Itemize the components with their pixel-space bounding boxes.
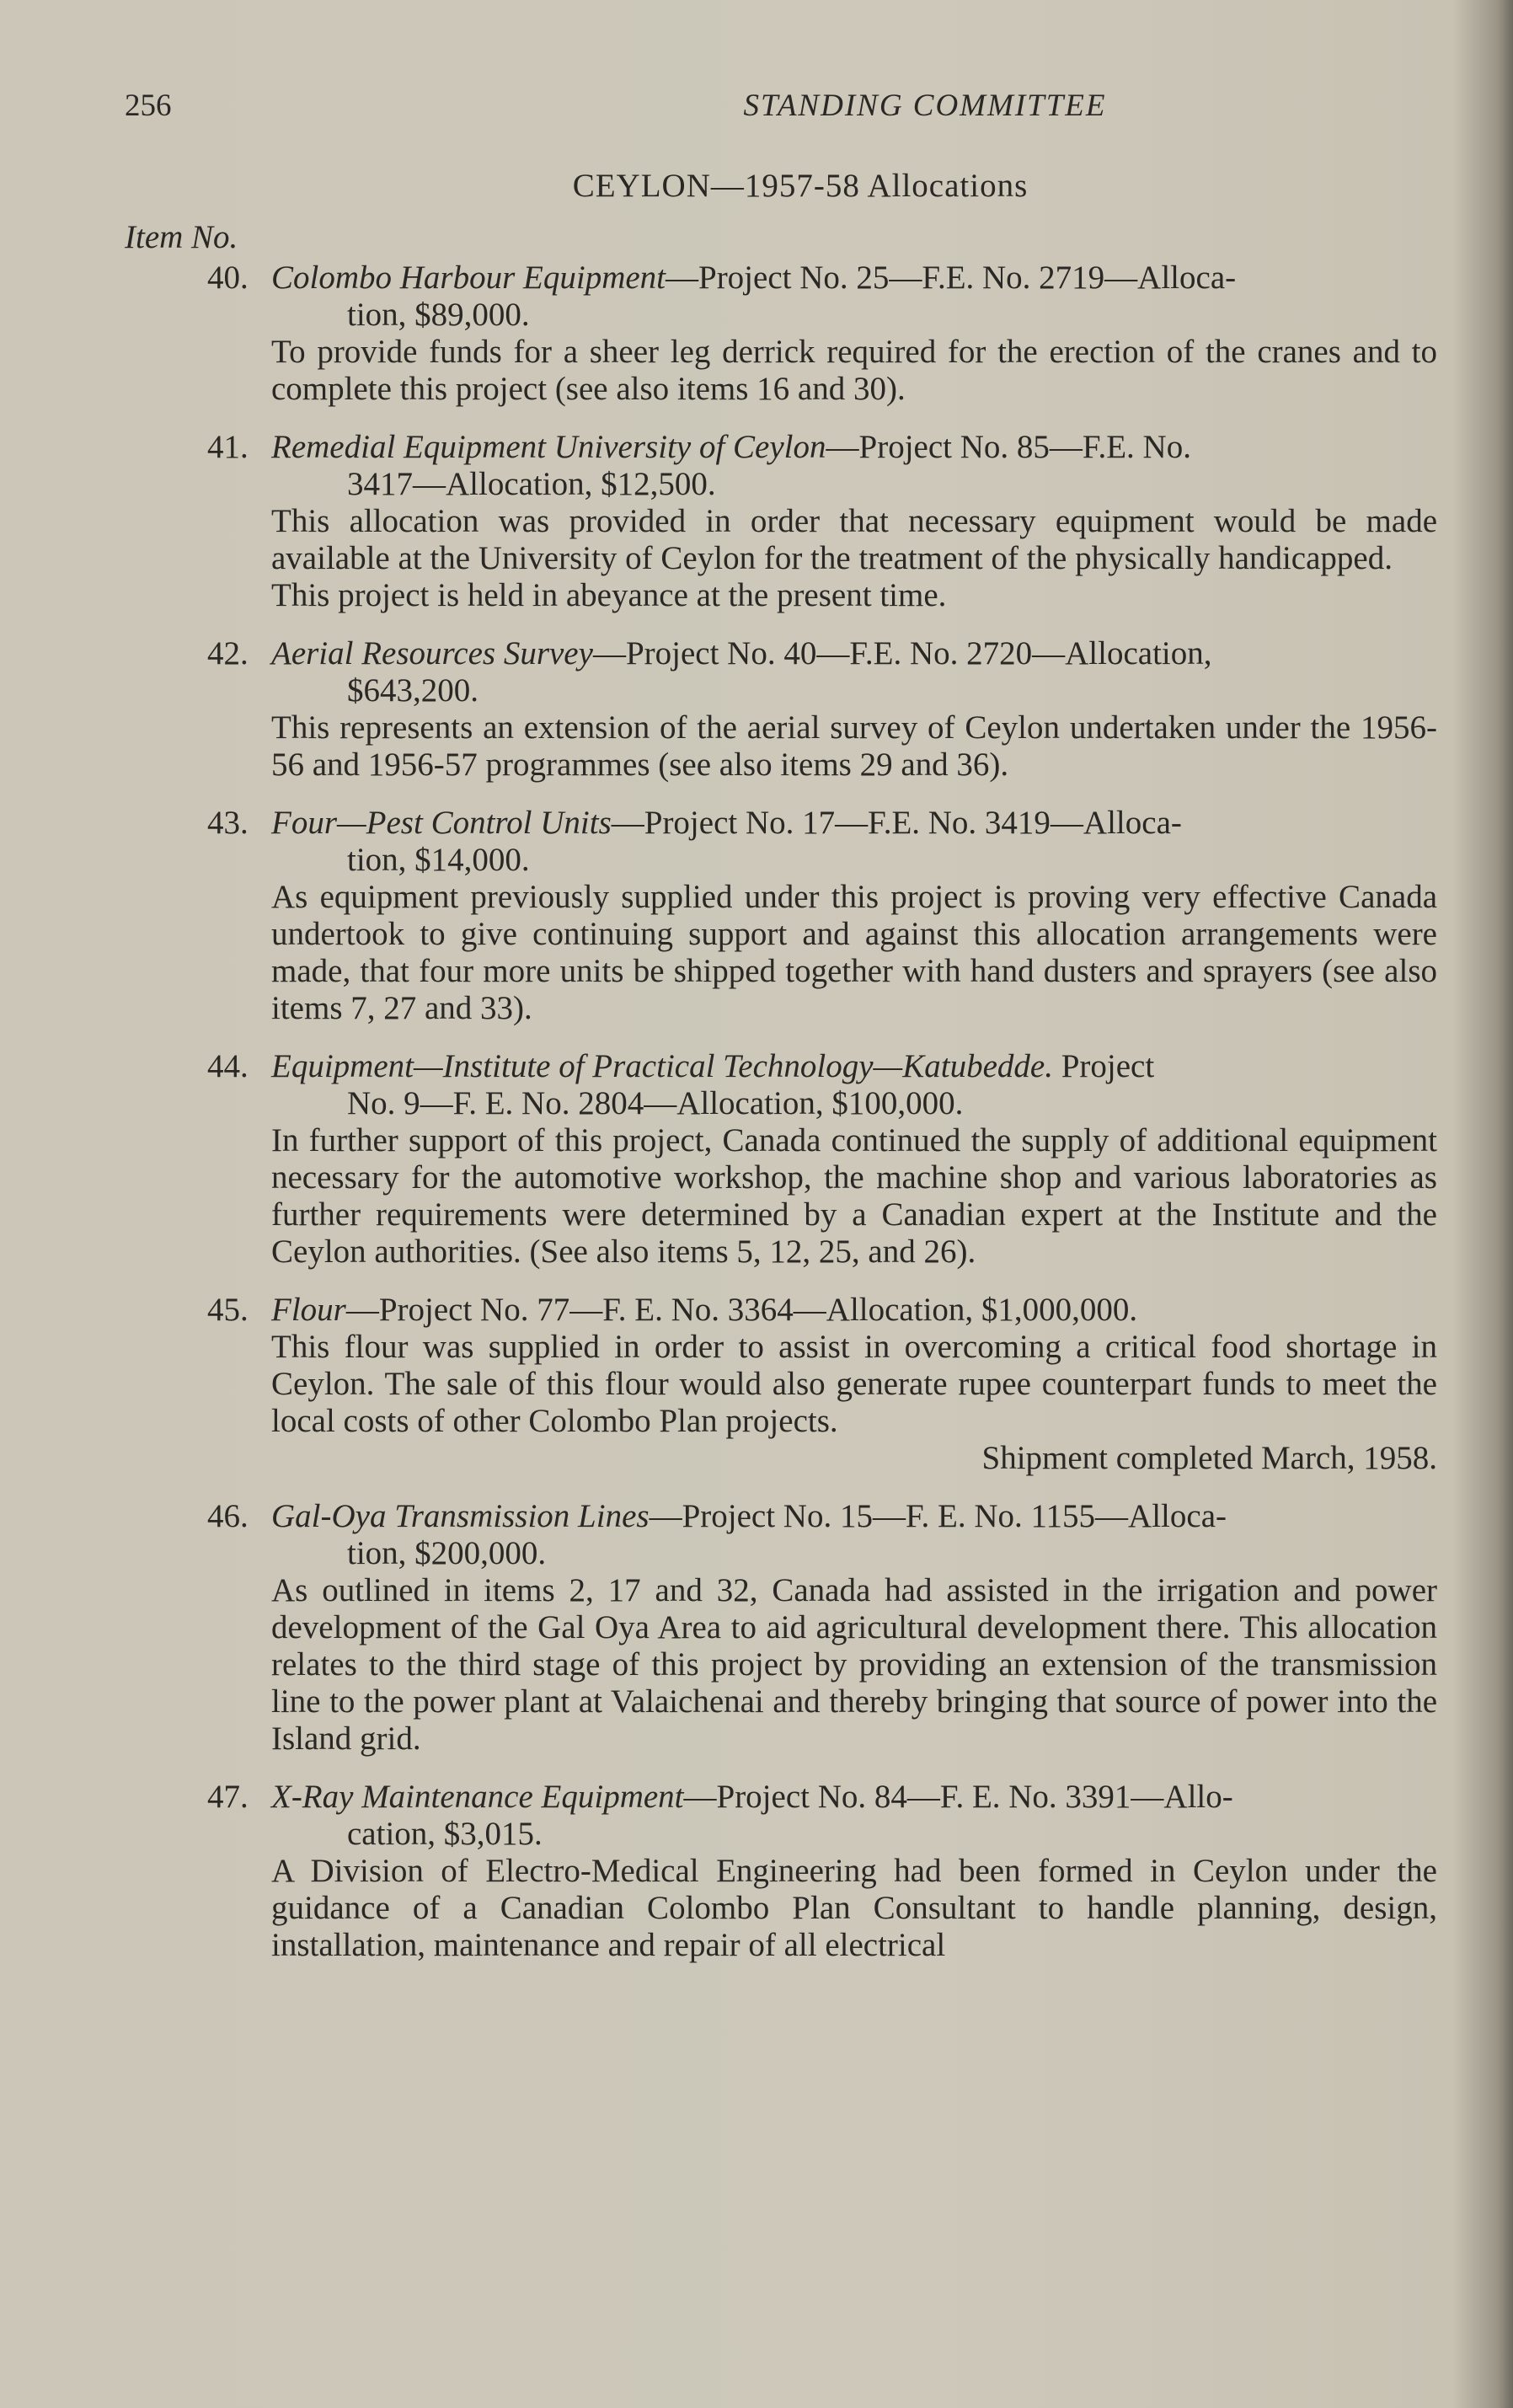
- item-heading-line: [271, 635, 1437, 672]
- item-paragraph: A Division of Electro-Medical Engineering had been formed in Ceylon under the guidance of a Canadian Colombo Plan Consultant to handle planning, design, installation, maintenance and repair of all electrical: [271, 1853, 1437, 1963]
- item-title: X-Ray Maintenance Equipment: [271, 1779, 684, 1815]
- item-heading-details: —Project No. 85—F.E. No.: [826, 429, 1191, 465]
- item-heading: [194, 260, 1437, 334]
- item-paragraph: To provide funds for a sheer leg derrick required for the erection of the cranes and to complete this project (see also items 16 and 30).: [271, 334, 1437, 407]
- item-heading-line: [271, 1292, 1437, 1329]
- item-number: 43.: [207, 805, 249, 841]
- item-heading: [194, 635, 1437, 709]
- item-title: Remedial Equipment University of Ceylon: [271, 429, 826, 465]
- item-paragraph: This allocation was provided in order that necessary equipment would be made available at the University of Ceylon for the treatment of the physically handicapped.: [271, 503, 1437, 576]
- item-number: 44.: [207, 1048, 249, 1084]
- item-heading-details: —Project No. 77—F. E. No. 3364—Allocation, $1,000,000.: [345, 1292, 1138, 1328]
- item-heading-details: —Project No. 40—F.E. No. 2720—Allocation,: [592, 635, 1212, 672]
- list-item: [194, 1779, 1437, 1964]
- item-heading-details: —Project No. 84—F. E. No. 3391—Allo-: [683, 1779, 1233, 1815]
- item-title: Colombo Harbour Equipment: [271, 260, 666, 296]
- item-heading-continuation: tion, $200,000.: [347, 1535, 547, 1571]
- item-heading-details: —Project No. 15—F. E. No. 1155—Alloca-: [649, 1498, 1227, 1534]
- list-item: [194, 260, 1437, 408]
- section-title: CEYLON—1957-58 Allocations: [572, 168, 1029, 204]
- list-item: [194, 1498, 1437, 1758]
- item-paragraph: As equipment previously supplied under this project is proving very effective Canada undertook to give continuing support and against this allocation arrangements were made, that four more units be shipped together with hand dusters and sprayers (see also items 7, 27 and 33).: [271, 879, 1437, 1026]
- list-item: [194, 1292, 1437, 1477]
- page-number: 256: [125, 88, 172, 123]
- item-title: Four—Pest Control Units: [271, 805, 612, 841]
- item-heading: [194, 1292, 1437, 1329]
- list-item: [194, 635, 1437, 784]
- item-heading-continuation: No. 9—F. E. No. 2804—Allocation, $100,000.: [347, 1085, 964, 1121]
- item-heading-continuation: tion, $14,000.: [347, 842, 530, 878]
- item-no-label: Item No.: [125, 219, 238, 255]
- item-paragraph: This flour was supplied in order to assist in overcoming a critical food shortage in Ceylon. The sale of this flour would also generate rupee counterpart funds to meet the local costs of other Colombo Plan projects.: [271, 1329, 1437, 1439]
- item-paragraph: This represents an extension of the aerial survey of Ceylon undertaken under the 1956-56 and 1956-57 programmes (see also items 29 and 36).: [271, 709, 1437, 783]
- list-item: [194, 805, 1437, 1027]
- item-number: 41.: [207, 429, 249, 465]
- item-heading-line: [271, 805, 1437, 842]
- item-paragraph: This project is held in abeyance at the present time.: [271, 577, 947, 613]
- item-shipment-note: Shipment completed March, 1958.: [981, 1440, 1437, 1476]
- item-number: 42.: [207, 635, 249, 672]
- items-list: [194, 260, 1437, 1985]
- item-heading-continuation: 3417—Allocation, $12,500.: [347, 466, 716, 502]
- item-title: Equipment—Institute of Practical Technology—Katubedde.: [271, 1048, 1053, 1084]
- item-heading-line: [271, 260, 1437, 297]
- item-paragraph: In further support of this project, Canada continued the supply of additional equipment necessary for the automotive workshop, the machine shop and various laboratories as further requirements were determined by a Canadian expert at the Institute and the Ceylon authorities. (See also items 5, 12, 25, and 26).: [271, 1122, 1437, 1270]
- running-title: STANDING COMMITTEE: [743, 88, 1107, 123]
- item-heading: [194, 429, 1437, 503]
- item-heading-line: [271, 1048, 1437, 1085]
- list-item: [194, 1048, 1437, 1271]
- item-heading: [194, 1048, 1437, 1122]
- item-heading: [194, 1779, 1437, 1853]
- item-number: 40.: [207, 260, 249, 296]
- item-number: 47.: [207, 1779, 249, 1815]
- item-title: Aerial Resources Survey: [271, 635, 593, 672]
- item-heading-line: [271, 1779, 1437, 1816]
- item-heading-continuation: $643,200.: [347, 672, 478, 709]
- item-heading-details: —Project No. 17—F.E. No. 3419—Alloca-: [611, 805, 1182, 841]
- item-heading-continuation: tion, $89,000.: [347, 297, 530, 333]
- list-item: [194, 429, 1437, 614]
- page-header: [125, 88, 1429, 130]
- item-heading: [194, 805, 1437, 879]
- item-title: Flour: [271, 1292, 346, 1328]
- item-paragraph: As outlined in items 2, 17 and 32, Canada had assisted in the irrigation and power development of the Gal Oya Area to aid agricultural development there. This allocation relates to the third stage of this project by providing an extension of the transmission line to the power plant at Valaichenai and thereby bringing that source of power into the Island grid.: [271, 1572, 1437, 1757]
- item-heading-details: —Project No. 25—F.E. No. 2719—Alloca-: [666, 260, 1237, 296]
- item-heading-line: [271, 429, 1437, 466]
- item-heading: [194, 1498, 1437, 1572]
- item-heading-continuation: cation, $3,015.: [347, 1816, 543, 1852]
- item-number: 45.: [207, 1292, 249, 1328]
- item-title: Gal-Oya Transmission Lines: [271, 1498, 650, 1534]
- item-heading-details: Project: [1052, 1048, 1155, 1084]
- item-number: 46.: [207, 1498, 249, 1534]
- item-heading-line: [271, 1498, 1437, 1535]
